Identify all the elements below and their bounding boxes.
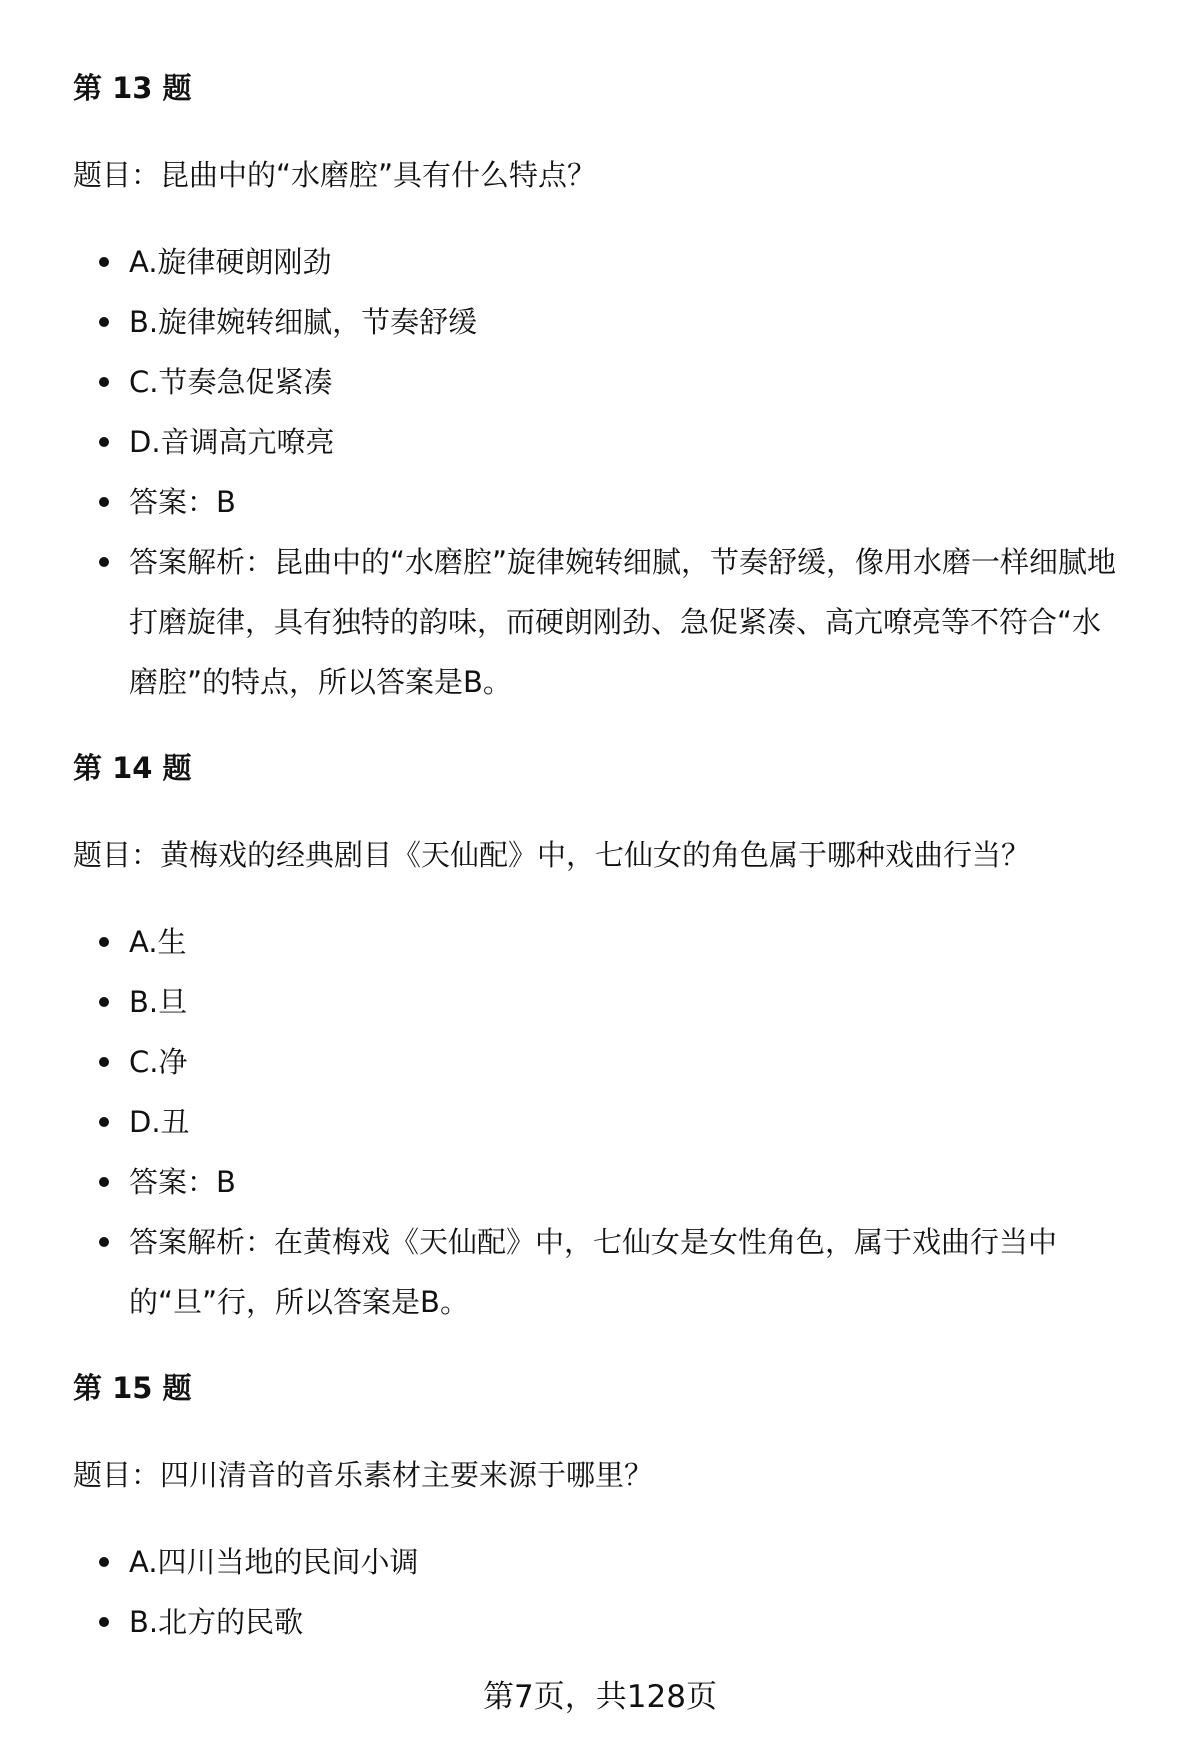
document-page — [73, 62, 1143, 1652]
option-list — [73, 1532, 1143, 1652]
answer-explanation: 答案解析：昆曲中的“水磨腔”旋律婉转细腻，节奏舒缓，像用水磨一样细腻地打磨旋律，具有独特的韵味，而硬朗刚劲、急促紧凑、高亢嘹亮等不符合“水磨腔”的特点，所以答案是B。 — [73, 532, 1129, 712]
question-stem: 题目：黄梅戏的经典剧目《天仙配》中，七仙女的角色属于哪种戏曲行当？ — [73, 838, 1031, 872]
question-title: 第 13 题 — [73, 71, 192, 105]
option-list — [73, 912, 1143, 1332]
option-list — [73, 232, 1143, 712]
question-title: 第 15 题 — [73, 1371, 192, 1405]
option-a: A.生 — [73, 912, 1143, 972]
answer: 答案：B — [73, 1152, 1143, 1212]
question-13 — [73, 62, 1143, 712]
question-15 — [73, 1362, 1143, 1652]
question-14 — [73, 742, 1143, 1332]
option-b: B.旋律婉转细腻，节奏舒缓 — [73, 292, 1143, 352]
question-stem: 题目：四川清音的音乐素材主要来源于哪里？ — [73, 1458, 654, 1492]
question-title: 第 14 题 — [73, 751, 192, 785]
option-b: B.旦 — [73, 972, 1143, 1032]
answer: 答案：B — [73, 472, 1143, 532]
option-d: D.音调高亢嘹亮 — [73, 412, 1143, 472]
answer-explanation: 答案解析：在黄梅戏《天仙配》中，七仙女是女性角色，属于戏曲行当中的“旦”行，所以答案是B。 — [73, 1212, 1089, 1332]
option-d: D.丑 — [73, 1092, 1143, 1152]
page-number: 第7页，共128页 — [483, 1679, 717, 1715]
option-c: C.净 — [73, 1032, 1143, 1092]
option-c: C.节奏急促紧凑 — [73, 352, 1143, 412]
option-a: A.四川当地的民间小调 — [73, 1532, 1143, 1592]
question-stem: 题目：昆曲中的“水磨腔”具有什么特点？ — [73, 158, 597, 192]
option-a: A.旋律硬朗刚劲 — [73, 232, 1143, 292]
option-b: B.北方的民歌 — [73, 1592, 1143, 1652]
